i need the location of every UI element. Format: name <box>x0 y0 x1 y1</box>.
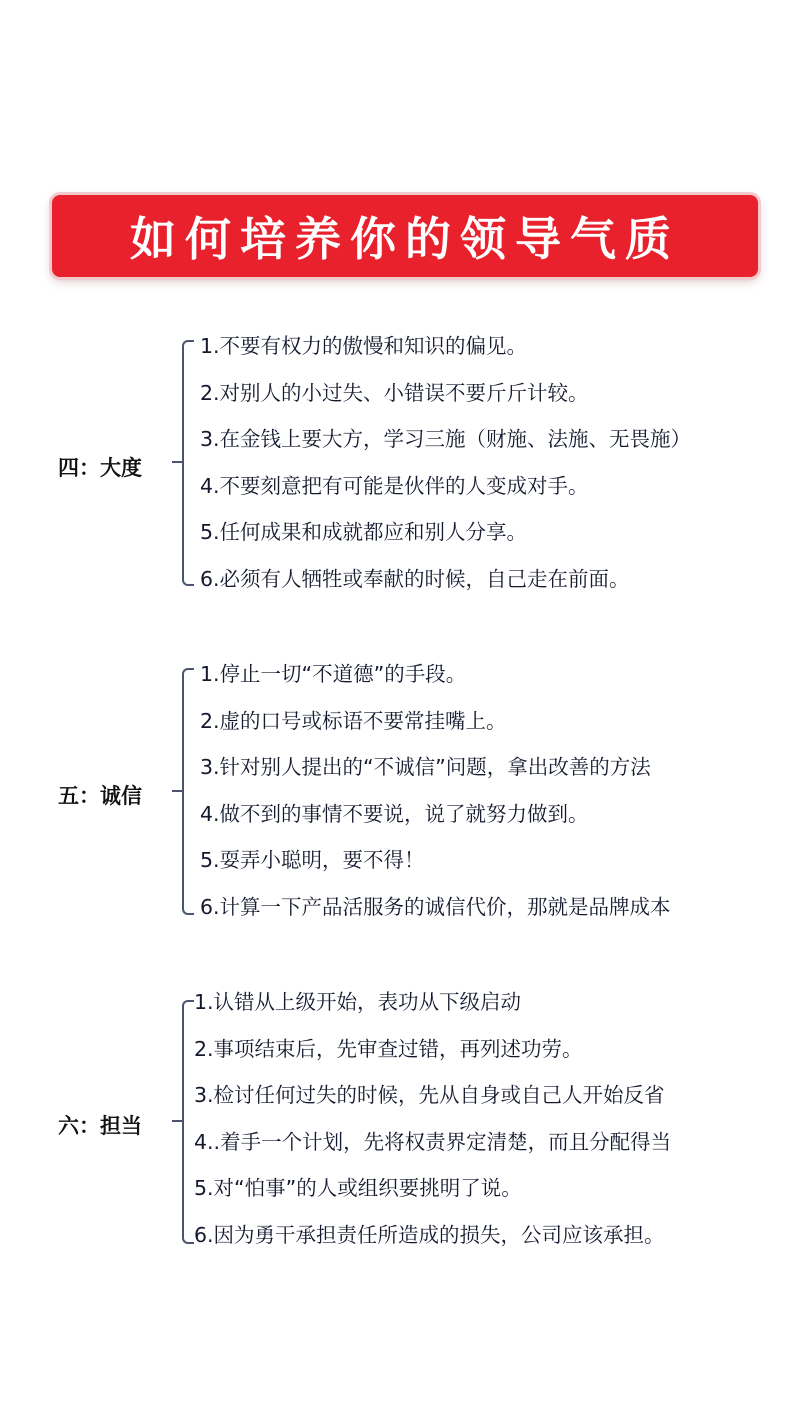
list-item: 5.对“怕事”的人或组织要挑明了说。 <box>194 1176 522 1200</box>
section-label: 六：担当 <box>58 1114 142 1138</box>
bracket-tick <box>172 461 182 463</box>
list-item: 6.计算一下产品活服务的诚信代价，那就是品牌成本 <box>200 894 671 919</box>
list-item: 2.事项结束后，先审查过错，再列述功劳。 <box>194 1036 583 1061</box>
section-label: 四：大度 <box>58 456 142 480</box>
list-item: 1.停止一切“不道德”的手段。 <box>200 662 467 686</box>
list-item: 1.认错从上级开始，表功从下级启动 <box>194 990 522 1014</box>
page-title: 如何培养你的领导气质 <box>130 212 680 266</box>
list-item: 3.针对别人提出的“不诚信”问题，拿出改善的方法 <box>200 755 651 779</box>
list-item: 3.在金钱上要大方，学习三施（财施、法施、无畏施） <box>200 427 692 451</box>
section-label: 五：诚信 <box>58 784 142 808</box>
list-item: 6.必须有人牺牲或奉献的时候，自己走在前面。 <box>200 566 630 591</box>
list-item: 4.不要刻意把有可能是伙伴的人变成对手。 <box>200 473 589 498</box>
bracket-tick <box>172 1120 182 1122</box>
list-item: 5.任何成果和成就都应和别人分享。 <box>200 520 528 544</box>
bracket-tick <box>172 790 182 792</box>
list-item: 4..着手一个计划，先将权责界定清楚，而且分配得当 <box>194 1129 672 1154</box>
item-list <box>200 323 691 602</box>
list-item: 4.做不到的事情不要说，说了就努力做到。 <box>200 801 589 826</box>
list-item: 3.检讨任何过失的时候，先从自身或自己人开始反省 <box>194 1083 665 1107</box>
list-item: 1.不要有权力的傲慢和知识的偏见。 <box>200 334 528 358</box>
list-item: 5.耍弄小聪明，要不得！ <box>200 848 425 872</box>
list-item: 2.对别人的小过失、小错误不要斤斤计较。 <box>200 380 589 405</box>
section-bracket <box>182 668 194 915</box>
section-bracket <box>182 340 194 586</box>
item-list <box>200 651 671 930</box>
list-item: 6.因为勇干承担责任所造成的损失，公司应该承担。 <box>194 1222 665 1247</box>
list-item: 2.虚的口号或标语不要常挂嘴上。 <box>200 708 507 733</box>
title-banner <box>52 195 758 277</box>
item-list <box>194 979 671 1258</box>
section-bracket <box>182 1000 194 1244</box>
